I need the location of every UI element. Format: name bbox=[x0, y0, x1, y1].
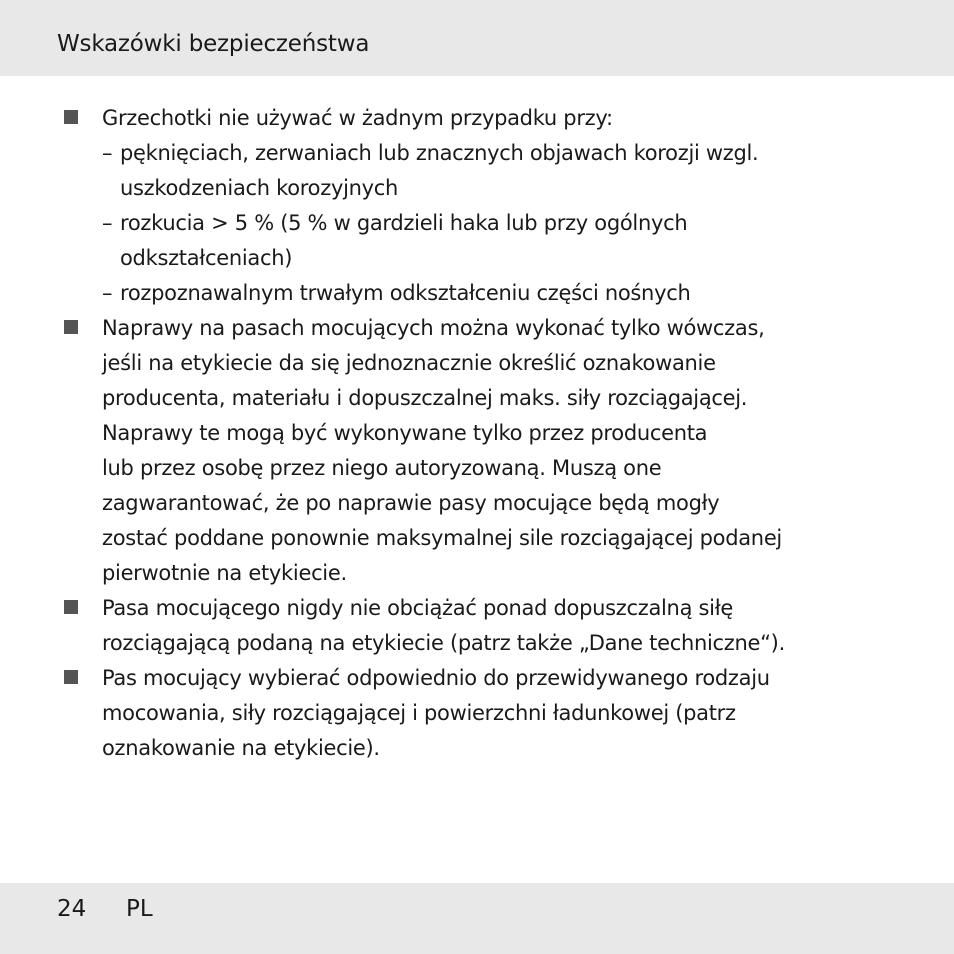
sub-item-text: uszkodzeniach korozyjnych bbox=[120, 176, 399, 200]
list-item bbox=[62, 661, 912, 766]
safety-instructions bbox=[62, 101, 912, 766]
square-bullet-icon bbox=[64, 600, 78, 614]
section-title: Wskazówki bezpieczeństwa bbox=[57, 31, 370, 57]
sub-list-item bbox=[102, 276, 912, 311]
item-text: zagwarantować, że po naprawie pasy mocujące będą mogły bbox=[102, 491, 720, 515]
language-code: PL bbox=[126, 896, 153, 922]
dash-icon: – bbox=[102, 211, 113, 235]
dash-icon: – bbox=[102, 141, 113, 165]
item-text: producenta, materiału i dopuszczalnej maks. siły rozciągającej. bbox=[102, 386, 748, 410]
item-text: Naprawy na pasach mocujących można wykonać tylko wówczas, bbox=[102, 316, 765, 340]
sub-list-item bbox=[102, 206, 912, 276]
item-text: zostać poddane ponownie maksymalnej sile rozciągającej podanej bbox=[102, 526, 782, 550]
page-number: 24 bbox=[57, 896, 87, 922]
item-text: Naprawy te mogą być wykonywane tylko przez producenta bbox=[102, 421, 708, 445]
sub-item-text: rozpoznawalnym trwałym odkształceniu części nośnych bbox=[120, 281, 691, 305]
item-text: Pas mocujący wybierać odpowiednio do przewidywanego rodzaju bbox=[102, 666, 770, 690]
square-bullet-icon bbox=[64, 670, 78, 684]
sub-list-item bbox=[102, 136, 912, 206]
item-text: Pasa mocującego nigdy nie obciążać ponad dopuszczalną siłę bbox=[102, 596, 733, 620]
list-item bbox=[62, 311, 912, 591]
list-item bbox=[62, 591, 912, 661]
sub-item-text: pęknięciach, zerwaniach lub znacznych objawach korozji wzgl. bbox=[120, 141, 759, 165]
sub-item-text: odkształceniach) bbox=[120, 246, 293, 270]
item-text: jeśli na etykiecie da się jednoznacznie określić oznakowanie bbox=[102, 351, 716, 375]
item-text: rozciągającą podaną na etykiecie (patrz także „Dane techniczne“). bbox=[102, 631, 785, 655]
page-header bbox=[0, 0, 954, 76]
dash-icon: – bbox=[102, 281, 113, 305]
list-item bbox=[62, 101, 912, 311]
item-text: Grzechotki nie używać w żadnym przypadku przy: bbox=[102, 106, 613, 130]
square-bullet-icon bbox=[64, 320, 78, 334]
square-bullet-icon bbox=[64, 110, 78, 124]
item-text: pierwotnie na etykiecie. bbox=[102, 561, 347, 585]
page-footer bbox=[0, 883, 954, 954]
item-text: mocowania, siły rozciągającej i powierzchni ładunkowej (patrz bbox=[102, 701, 736, 725]
item-text: oznakowanie na etykiecie). bbox=[102, 736, 380, 760]
item-text: lub przez osobę przez niego autoryzowaną. Muszą one bbox=[102, 456, 662, 480]
sub-item-text: rozkucia > 5 % (5 % w gardzieli haka lub przy ogólnych bbox=[120, 211, 688, 235]
